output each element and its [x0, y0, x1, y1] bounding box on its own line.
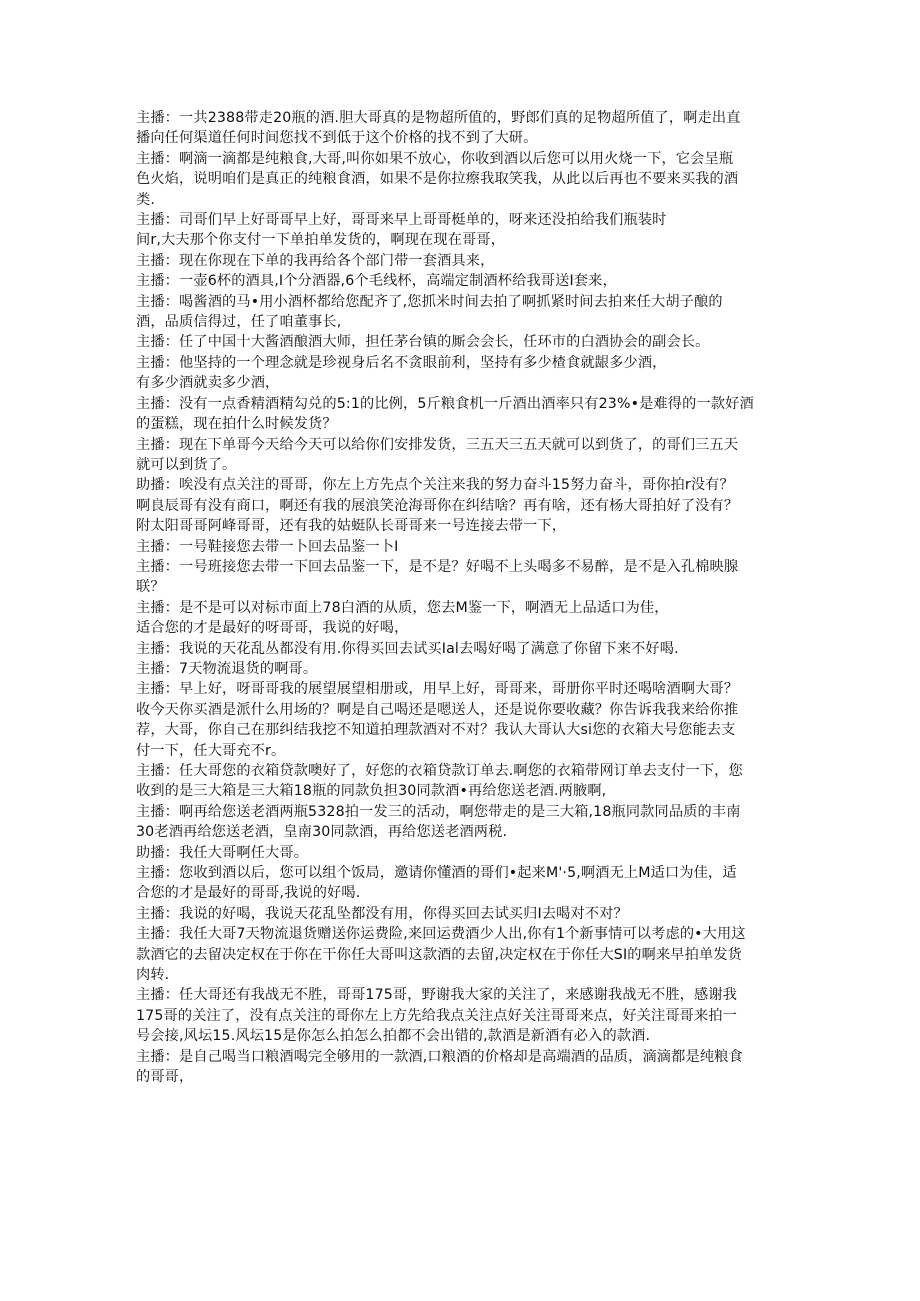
text-line: 175哥的关注了，没有点关注的哥你左上方先给我点关注点好关注哥哥来点，好关注哥哥来拍一 — [136, 1007, 738, 1024]
text-line: 主播：我说的天花乱丛都没有用.你得买回去试买Ial去喝好喝了满意了你留下来不好喝. — [136, 640, 679, 657]
text-line: 合您的才是最好的哥哥,我说的好喝. — [136, 885, 361, 902]
transcript-paragraph — [136, 108, 791, 149]
text-line: 收今天你买酒是派什么用场的？啊是自己喝还是嗯送人，还是说你要收藏？你告诉我我来给你推 — [136, 701, 739, 718]
text-line: 30老酒再给您送老酒，皇南30同款酒，再给您送老酒两税. — [136, 824, 508, 841]
text-line: 间r,大夫那个你支付一下单拍单发货的，啊现在现在哥哥， — [136, 232, 506, 249]
transcript-paragraph — [136, 679, 791, 761]
text-line: 主播：任了中国十大酱酒酿酒大师，担任茅台镇的厮会会长，任环市的白酒协会的副会长。 — [136, 334, 710, 351]
text-line: 联？ — [136, 579, 165, 596]
transcript-paragraph — [136, 1047, 791, 1088]
transcript-paragraph — [136, 332, 791, 352]
text-line: 主播：7天物流退货的啊哥。 — [136, 660, 318, 677]
text-line: 助播：唉没有点关注的哥哥，你左上方先点个关注来我的努力奋斗15努力奋斗，哥你拍r没有？ — [136, 477, 734, 494]
transcript-paragraph — [136, 802, 791, 843]
transcript-paragraph — [136, 924, 791, 985]
text-line: 就可以到货了。 — [136, 456, 237, 473]
transcript-paragraph — [136, 292, 791, 333]
text-line: 主播：一号鞋接您去带一卜回去品鉴一卜I — [136, 538, 399, 555]
text-line: 主播：一号班接您去带一下回去品鉴一下，是不是？好喝不上头喝多不易醉，是不是入孔棉映腺 — [136, 558, 739, 575]
text-line: 主播：我任大哥7天物流退货赠送你运费险,来回运费酒少人出,你有1个新事情可以考虑的•大用这 — [136, 926, 746, 943]
text-line: 荐，大哥，你自己在那纠结我挖不知道拍理款酒对不对？我认大哥认大si您的衣箱大号您能去支 — [136, 722, 736, 739]
transcript-paragraph — [136, 761, 791, 802]
text-line: 主播：是自己喝当口粮酒喝完全够用的一款酒,口粮酒的价格却是高端酒的品质，滴滴都是纯粮食 — [136, 1048, 743, 1065]
text-line: 款酒它的去留决定权在于你在干你任大哥叫这款酒的去留,决定权在于你任大SI的啊来早拍单发货 — [136, 946, 742, 963]
text-line: 类. — [136, 191, 155, 208]
text-line: 主播：现在你现在下单的我再给各个部门带一套酒具来， — [136, 252, 495, 269]
transcript-paragraph — [136, 639, 791, 659]
text-line: 主播：是不是可以对标市面上78白酒的从质，您去M鉴一下，啊酒无上品适口为佳， — [136, 599, 669, 616]
transcript-paragraph — [136, 904, 791, 924]
text-line: 主播：司哥们早上好哥哥早上好，哥哥来早上哥哥梃单的，呀来还没拍给我们瓶装时 — [136, 212, 667, 229]
text-line: 附太阳哥哥阿峰哥哥，还有我的姑蜓队长哥哥来一号连接去带一下， — [136, 518, 567, 535]
transcript-paragraph — [136, 435, 791, 476]
transcript-paragraph — [136, 394, 791, 435]
text-line: 主播：一共2388带走20瓶的酒.胆大哥真的是物超所值的，野郎们真的足物超所值了，啊走出直 — [136, 110, 741, 126]
transcript-paragraph — [136, 210, 791, 251]
transcript-paragraph — [136, 863, 791, 904]
text-line: 助播：我任大哥啊任大哥。 — [136, 844, 309, 861]
text-line: 啊良辰哥有没有商口，啊还有我的展浪笑沧海哥你在纠结啥？再有啥，还有杨大哥拍好了没有？ — [136, 497, 739, 514]
text-line: 付一下，任大哥充不r。 — [136, 742, 286, 759]
text-line: 主播：任大哥还有我战无不胜，哥哥175哥，野谢我大家的关注了，来感谢我战无不胜，感谢我 — [136, 987, 738, 1004]
text-line: 播向任何渠道任何时间您找不到低于这个价格的找不到了大研。 — [136, 130, 538, 147]
text-line: 收到的是三大箱是三大箱18瓶的同款负担30同款酒•再给您送老酒.两腋啊, — [136, 783, 607, 800]
text-line: 的哥哥， — [136, 1069, 194, 1086]
text-line: 适合您的才是最好的呀哥哥，我说的好喝， — [136, 620, 409, 637]
transcript-paragraph — [136, 537, 791, 557]
text-line: 主播：任大哥您的衣箱贷款噢好了，好您的衣箱贷款订单去.啊您的衣箱带网订单去支付一下，您 — [136, 763, 743, 779]
text-line: 主播：喝酱酒的马•用小酒杯都给您配齐了,您抓米时间去拍了啊抓紧时间去拍来任大胡子酿的 — [136, 293, 723, 310]
transcript-paragraph — [136, 843, 791, 863]
transcript-page — [136, 108, 791, 1088]
text-line: 色火焰，说明咱们是真正的纯粮食酒，如果不是你拉瘵我取笑我，从此以后再也不要来买我的酒 — [136, 171, 739, 188]
transcript-paragraph — [136, 271, 791, 291]
text-line: 主播：一壶6杯的酒具,I个分酒器,6个毛线杯，高端定制酒杯给我哥送I套来， — [136, 273, 617, 290]
text-line: 主播：他坚持的一个理念就是珍视身后名不贪眼前利，坚持有多少楂食就龈多少酒， — [136, 354, 667, 371]
text-line: 号会接,风坛15.风坛15是你怎么拍怎么拍都不会出错的,款酒是新酒有必入的款酒. — [136, 1028, 651, 1045]
transcript-paragraph — [136, 598, 791, 639]
text-line: 主播：您收到酒以后，您可以组个饭局，邀请你懂酒的哥们•起来M'·5,啊酒无上M适口为佳，适 — [136, 865, 737, 882]
transcript-paragraph — [136, 251, 791, 271]
transcript-paragraph — [136, 149, 791, 210]
transcript-paragraph — [136, 985, 791, 1046]
transcript-paragraph — [136, 475, 791, 536]
text-line: 酒，品质信得过，任了咱董事长, — [136, 314, 342, 331]
text-line: 主播：没有一点香精酒精勾兑的5:1的比例，5斤粮食机一斤酒出酒率只有23%•是难得的一款好酒 — [136, 395, 754, 412]
transcript-paragraph — [136, 557, 791, 598]
text-line: 主播：我说的好喝，我说天花乱坠都没有用，你得买回去试买归I去喝对不对？ — [136, 905, 628, 922]
text-line: 主播：啊滴一滴都是纯粮食,大哥,叫你如果不放心，你收到酒以后您可以用火烧一下，它会呈瓶 — [136, 150, 734, 167]
transcript-paragraph — [136, 353, 791, 394]
text-line: 肉转. — [136, 967, 170, 984]
text-line: 的蛋糕，现在拍什么时候发货？ — [136, 416, 337, 433]
text-line: 主播：现在下单哥今天给今天可以给你们安排发货，三五天三五天就可以到货了，的哥们三五天 — [136, 436, 739, 453]
transcript-paragraph — [136, 659, 791, 679]
text-line: 主播：早上好，呀哥哥我的展望展望相册或，用早上好，哥哥来，哥册你平时还喝啥酒啊大哥？ — [136, 681, 739, 698]
text-line: 有多少酒就卖多少酒， — [136, 375, 280, 392]
text-line: 主播：啊再给您送老酒两瓶5328拍一发三的活动，啊您带走的是三大箱,18瓶同款同品质的丰南 — [136, 803, 741, 820]
